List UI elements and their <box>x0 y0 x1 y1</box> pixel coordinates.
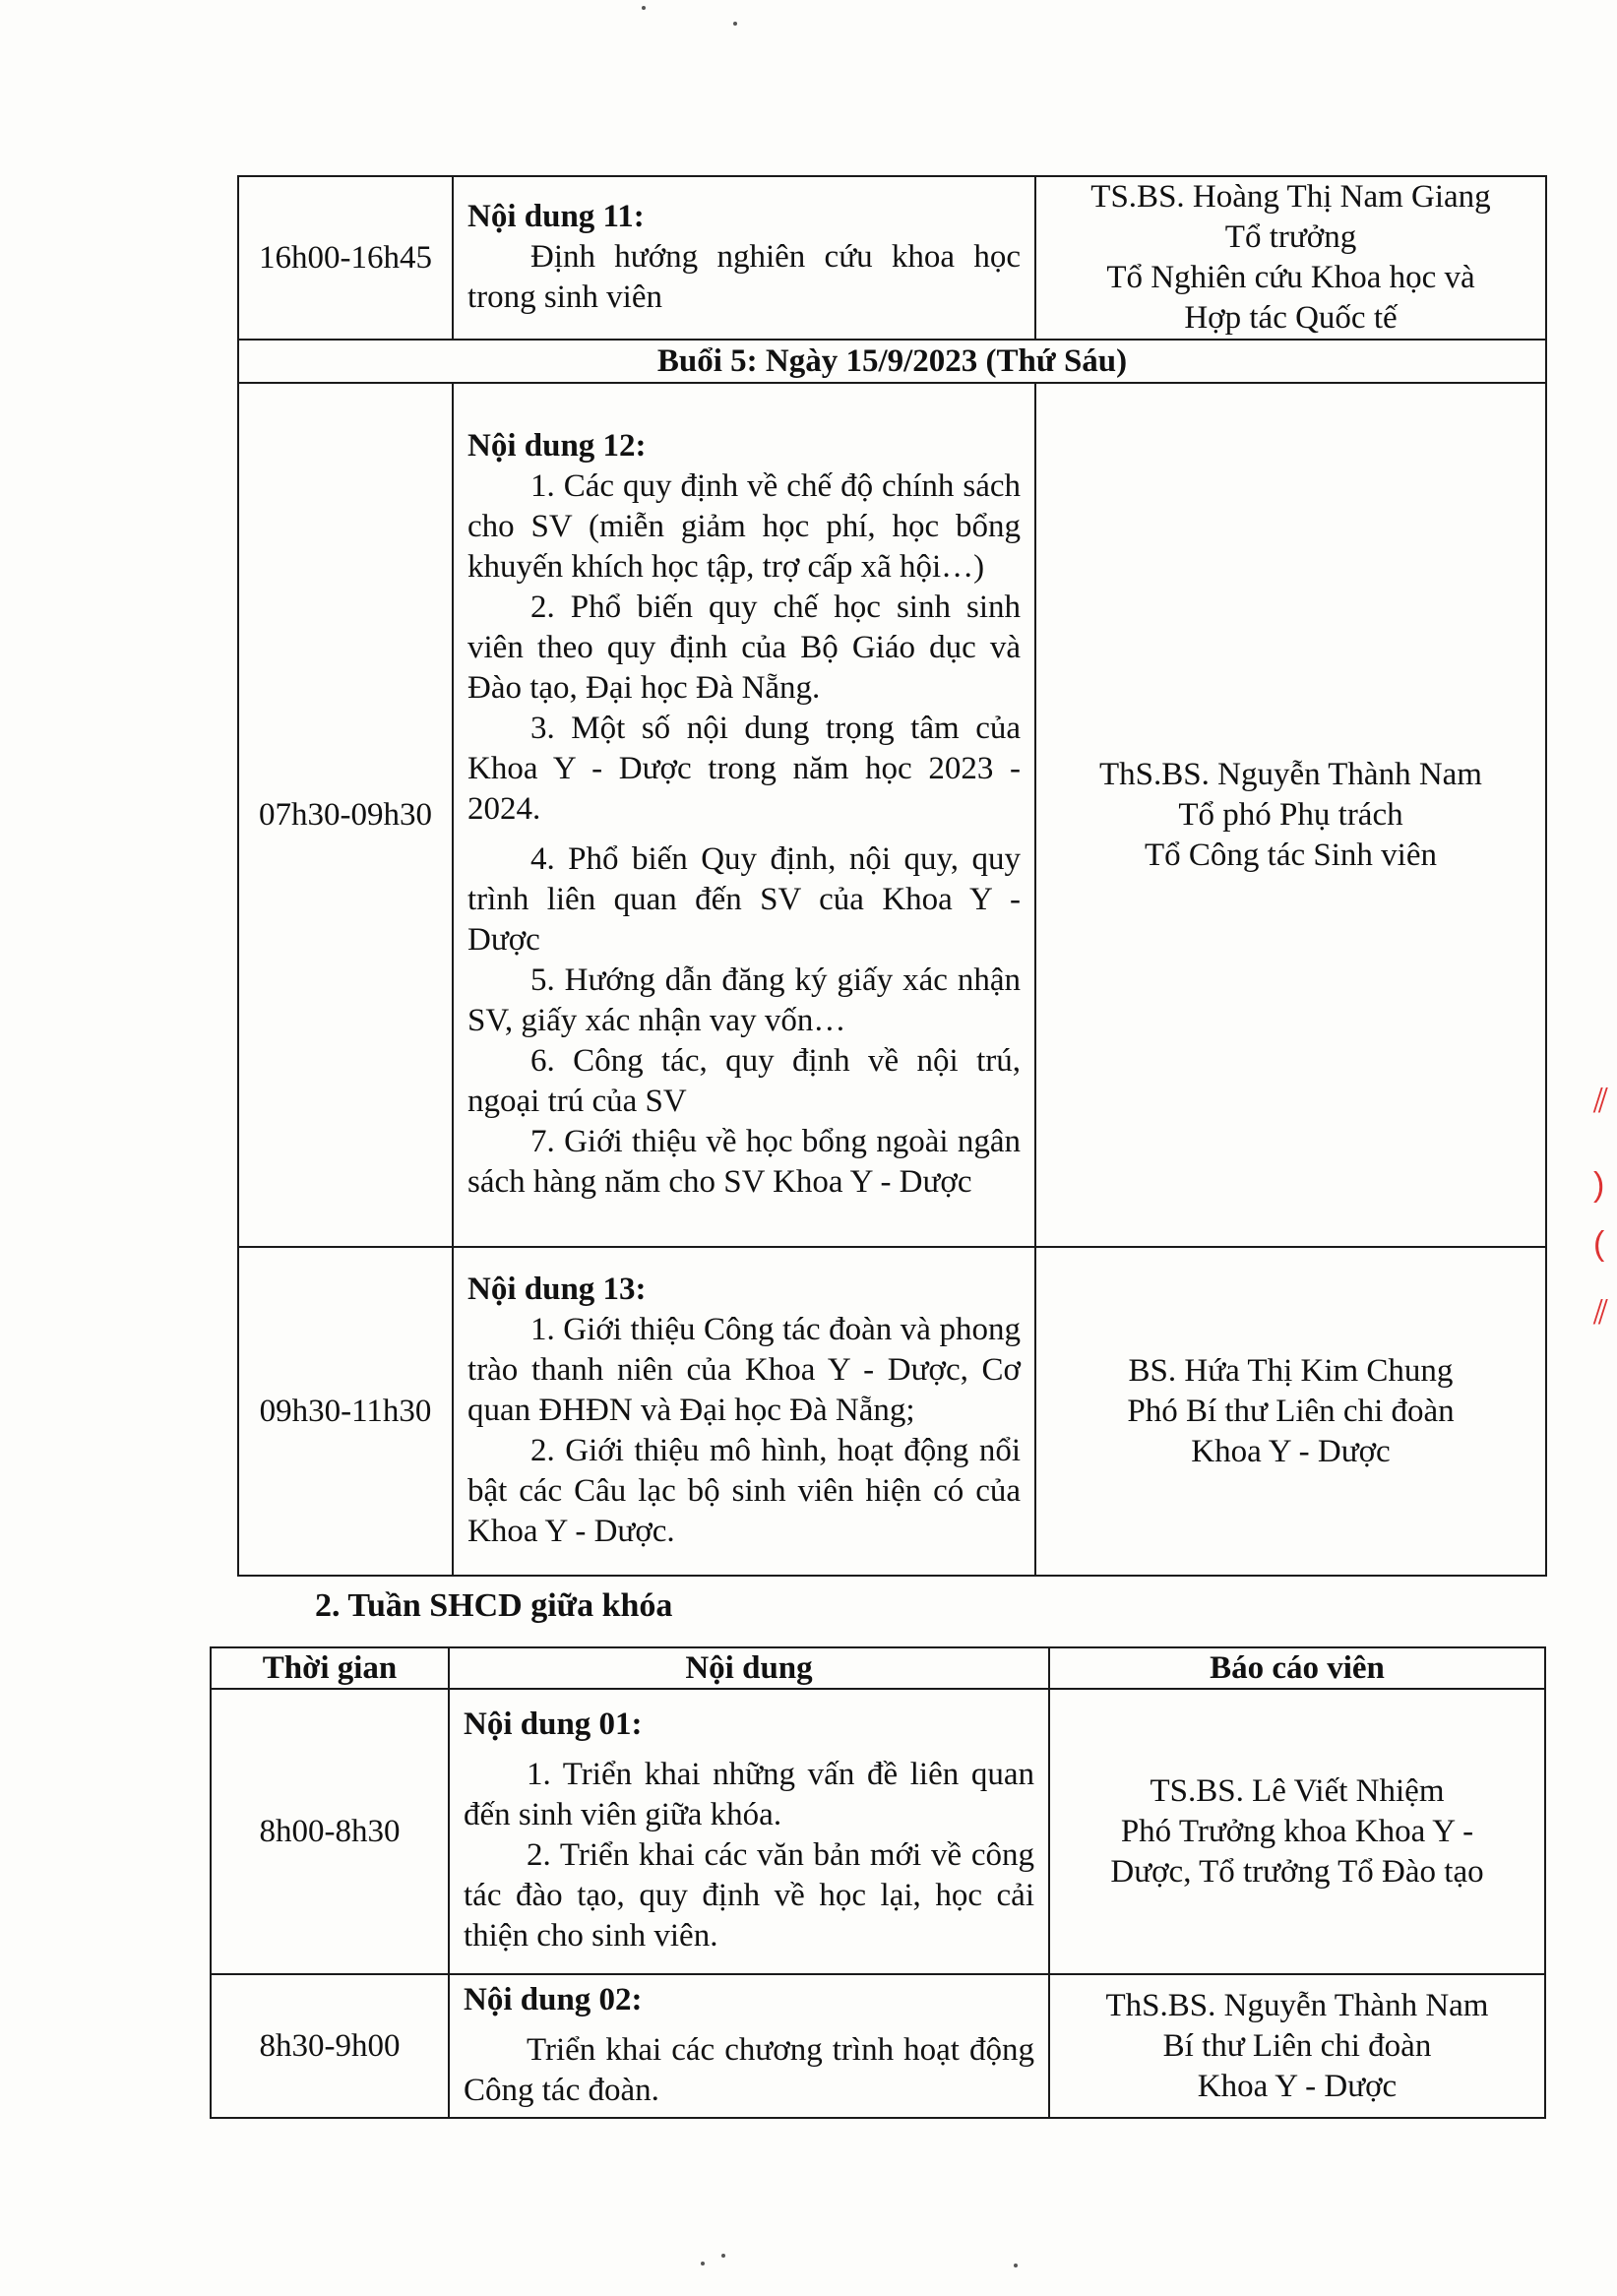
table-row <box>211 1689 1545 1974</box>
session-row <box>238 340 1546 383</box>
speaker-role: Khoa Y - Dược <box>1197 2068 1398 2104</box>
speaker-role: Tổ phó Phụ trách <box>1178 796 1403 833</box>
time-cell: 16h00-16h45 <box>238 176 453 340</box>
header-row <box>211 1647 1545 1689</box>
speaker-cell <box>1035 383 1546 1247</box>
table-row <box>238 383 1546 1247</box>
header-speaker: Báo cáo viên <box>1049 1647 1545 1689</box>
speaker-role: Phó Bí thư Liên chi đoàn <box>1127 1393 1455 1429</box>
scan-speck <box>721 2254 725 2258</box>
content-item: 2. Triển khai các văn bản mới về công tác đào tạo, quy định về học lại, học cải thiện cho sinh viên. <box>464 1837 1034 1954</box>
table-row <box>238 1247 1546 1576</box>
content-item: 1. Giới thiệu Công tác đoàn và phong trào thanh niên của Khoa Y - Dược, Cơ quan ĐHĐN và Đại học Đà Nẵng; <box>467 1311 1021 1428</box>
speaker-cell <box>1035 176 1546 340</box>
red-stamp-edge: ⫽ ) ( ⫽ <box>1593 1083 1609 1332</box>
content-item: 4. Phổ biến Quy định, nội quy, quy trình liên quan đến SV của Khoa Y - Dược <box>467 840 1021 958</box>
content-item: Triển khai các chương trình hoạt động Công tác đoàn. <box>464 2031 1034 2108</box>
speaker-cell <box>1049 1974 1545 2118</box>
content-cell <box>449 1974 1049 2118</box>
time-cell: 07h30-09h30 <box>238 383 453 1247</box>
content-cell <box>453 383 1035 1247</box>
speaker-cell <box>1049 1689 1545 1974</box>
content-item: 7. Giới thiệu về học bổng ngoài ngân sách hàng năm cho SV Khoa Y - Dược <box>467 1123 1021 1200</box>
content-item: 3. Một số nội dung trọng tâm của Khoa Y - Dược trong năm học 2023 - 2024. <box>467 710 1021 827</box>
scan-speck <box>701 2262 705 2265</box>
speaker-name: TS.BS. Hoàng Thị Nam Giang <box>1090 179 1491 215</box>
content-heading: Nội dung 13: <box>467 1271 647 1307</box>
content-item: Định hướng nghiên cứu khoa học trong sinh viên <box>467 238 1021 315</box>
speaker-role: Dược, Tổ trưởng Tổ Đào tạo <box>1110 1853 1484 1890</box>
speaker-name: BS. Hứa Thị Kim Chung <box>1128 1352 1454 1389</box>
speaker-name: ThS.BS. Nguyễn Thành Nam <box>1105 1987 1489 2023</box>
content-item: 6. Công tác, quy định về nội trú, ngoại trú của SV <box>467 1042 1021 1119</box>
scan-speck <box>642 6 646 10</box>
content-heading: Nội dung 01: <box>464 1706 643 1742</box>
content-item: 2. Giới thiệu mô hình, hoạt động nổi bật các Câu lạc bộ sinh viên hiện có của Khoa Y - Dược. <box>467 1432 1021 1549</box>
header-content: Nội dung <box>449 1647 1049 1689</box>
content-heading: Nội dung 11: <box>467 198 645 234</box>
time-cell: 09h30-11h30 <box>238 1247 453 1576</box>
schedule-table-1 <box>237 175 1547 1577</box>
speaker-cell <box>1035 1247 1546 1576</box>
content-cell <box>453 1247 1035 1576</box>
header-time: Thời gian <box>211 1647 449 1689</box>
table-row <box>238 176 1546 340</box>
session-title: Buổi 5: Ngày 15/9/2023 (Thứ Sáu) <box>238 340 1546 383</box>
content-item: 1. Triển khai những vấn đề liên quan đến sinh viên giữa khóa. <box>464 1757 1034 1832</box>
speaker-role: Tổ Nghiên cứu Khoa học và <box>1106 260 1475 295</box>
speaker-role: Bí thư Liên chi đoàn <box>1162 2027 1432 2064</box>
speaker-name: TS.BS. Lê Viết Nhiệm <box>1150 1772 1445 1809</box>
speaker-role: Tổ trưởng <box>1224 219 1357 255</box>
scan-speck <box>733 22 737 26</box>
content-item: 2. Phổ biến quy chế học sinh sinh viên theo quy định của Bộ Giáo dục và Đào tạo, Đại học Đà Nẵng. <box>467 589 1021 706</box>
table-row <box>211 1974 1545 2118</box>
time-cell: 8h00-8h30 <box>211 1689 449 1974</box>
speaker-role: Tổ Công tác Sinh viên <box>1145 837 1437 873</box>
section-title: 2. Tuần SHCD giữa khóa <box>315 1587 673 1624</box>
content-heading: Nội dung 12: <box>467 427 647 464</box>
scan-speck <box>1014 2264 1018 2267</box>
content-item: 1. Các quy định về chế độ chính sách cho SV (miễn giảm học phí, học bổng khuyến khích học tập, trợ cấp xã hội…) <box>467 467 1021 585</box>
schedule-table-2 <box>210 1646 1546 2119</box>
content-cell <box>449 1689 1049 1974</box>
content-cell <box>453 176 1035 340</box>
speaker-role: Khoa Y - Dược <box>1191 1433 1391 1469</box>
speaker-role: Phó Trưởng khoa Khoa Y - <box>1120 1813 1474 1849</box>
speaker-role: Hợp tác Quốc tế <box>1184 300 1398 336</box>
content-heading: Nội dung 02: <box>464 1981 643 2017</box>
content-item: 5. Hướng dẫn đăng ký giấy xác nhận SV, giấy xác nhận vay vốn… <box>467 962 1021 1038</box>
speaker-name: ThS.BS. Nguyễn Thành Nam <box>1099 756 1482 792</box>
time-cell: 8h30-9h00 <box>211 1974 449 2118</box>
